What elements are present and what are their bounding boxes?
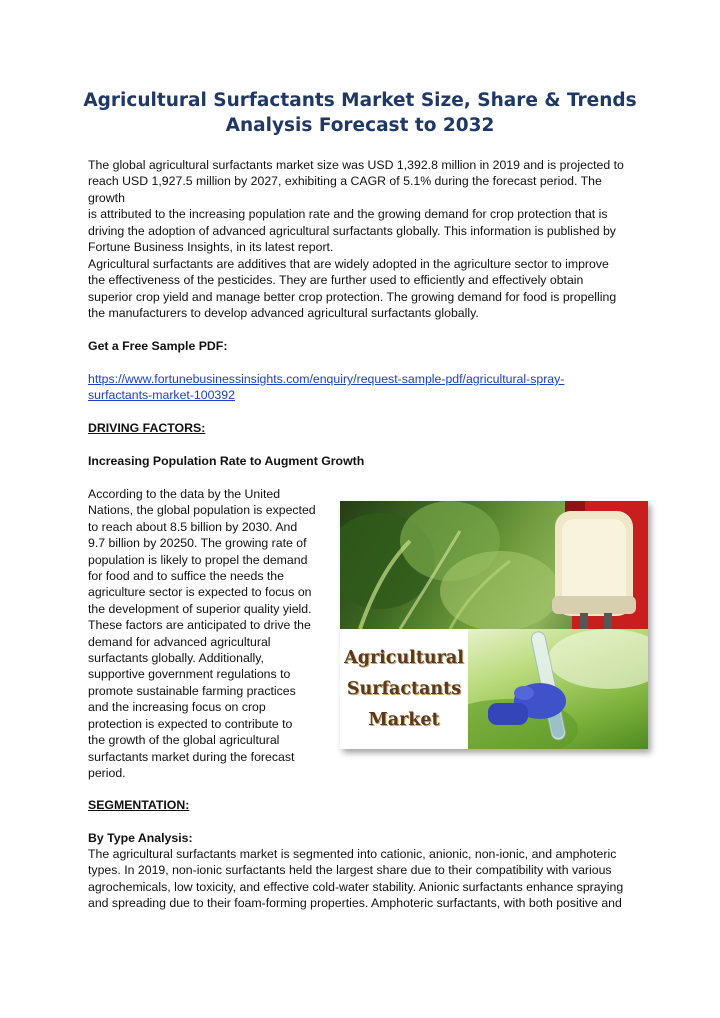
driving-subheading: Increasing Population Rate to Augment Growth	[88, 454, 365, 468]
figure-word-1: Agricultural	[344, 647, 464, 668]
segmentation-paragraph	[88, 846, 636, 912]
figure-word-2: Surfactants	[346, 678, 462, 699]
driving-paragraph	[88, 486, 328, 781]
driving-line: for food and to suffice the needs the	[88, 569, 284, 584]
type-analysis-heading: By Type Analysis:	[88, 831, 193, 845]
sample-pdf-link[interactable]	[88, 371, 636, 404]
driving-line: According to the data by the United	[88, 487, 281, 501]
test-tube-photo-art	[468, 629, 648, 749]
definition-line: superior crop yield and manage better crop protection. The growing demand for food is propelling	[88, 289, 617, 304]
page-title	[60, 88, 660, 138]
definition-line: the manufacturers to develop advanced agricultural surfactants globally.	[88, 306, 479, 321]
driving-line: protection is expected to contribute to	[88, 716, 293, 731]
definition-line: Agricultural surfactants are additives that are widely adopted in the agriculture sector to improve	[88, 257, 609, 271]
title-line-1: Agricultural Surfactants Market Size, Share & Trends	[83, 90, 637, 111]
segmentation-line: agrochemicals, low toxicity, and effective cold-water stability. Anionic surfactants enhance spraying	[88, 879, 624, 894]
segmentation-line: The agricultural surfactants market is segmented into cationic, anionic, non-ionic, and amphoteric	[88, 847, 617, 861]
driving-line: period.	[88, 765, 126, 780]
segmentation-line: types. In 2019, non-ionic surfactants held the largest share due to their compatibility with various	[88, 863, 612, 878]
figure-word-3: Market	[368, 709, 440, 730]
sprayer-photo	[340, 501, 648, 629]
definition-paragraph	[88, 256, 636, 322]
segmentation-heading: SEGMENTATION:	[88, 798, 190, 812]
intro-line: The global agricultural surfactants market size was USD 1,392.8 million in 2019 and is projected to	[88, 158, 624, 172]
intro-line: Fortune Business Insights, in its latest report.	[88, 240, 334, 255]
sample-link-line-1[interactable]: https://www.fortunebusinessinsights.com/enquiry/request-sample-pdf/agricultural-spray-	[88, 372, 565, 386]
market-illustration	[340, 501, 648, 749]
test-tube-photo	[468, 629, 648, 749]
intro-line: is attributed to the increasing population rate and the growing demand for crop protection that is	[88, 207, 608, 222]
driving-line: These factors are anticipated to drive the	[88, 618, 311, 633]
driving-line: surfactants globally. Additionally,	[88, 651, 264, 666]
intro-line: reach USD 1,927.5 million by 2027, exhibiting a CAGR of 5.1% during the forecast period. The growth	[88, 174, 602, 205]
sample-heading: Get a Free Sample PDF:	[88, 339, 228, 353]
driving-line: the growth of the global agricultural	[88, 733, 280, 748]
driving-factors-heading: DRIVING FACTORS:	[88, 421, 206, 435]
driving-line: 9.7 billion by 20250. The growing rate of	[88, 536, 307, 551]
driving-line: supportive government regulations to	[88, 667, 291, 682]
driving-line: Nations, the global population is expected	[88, 503, 316, 518]
driving-line: to reach about 8.5 billion by 2030. And	[88, 519, 298, 534]
segmentation-line: and spreading due to their foam-forming properties. Amphoteric surfactants, with both positive and	[88, 896, 622, 911]
driving-line: demand for advanced agricultural	[88, 634, 271, 649]
figure-caption	[340, 629, 468, 749]
intro-line: driving the adoption of advanced agricultural surfactants globally. This information is published by	[88, 223, 616, 238]
driving-line: the development of superior quality yield.	[88, 601, 312, 616]
driving-line: promote sustainable farming practices	[88, 683, 296, 698]
driving-line: and the increasing focus on crop	[88, 700, 266, 715]
sprayer-photo-art	[340, 501, 648, 629]
intro-paragraph	[88, 157, 636, 255]
driving-line: agriculture sector is expected to focus on	[88, 585, 312, 600]
driving-line: surfactants market during the forecast	[88, 749, 295, 764]
definition-line: the effectiveness of the pesticides. They are further used to efficiently and effectively obtain	[88, 273, 584, 288]
sample-link-line-2[interactable]: surfactants-market-100392	[88, 388, 235, 403]
driving-line: population is likely to propel the demand	[88, 552, 308, 567]
title-line-2: Analysis Forecast to 2032	[225, 115, 495, 136]
